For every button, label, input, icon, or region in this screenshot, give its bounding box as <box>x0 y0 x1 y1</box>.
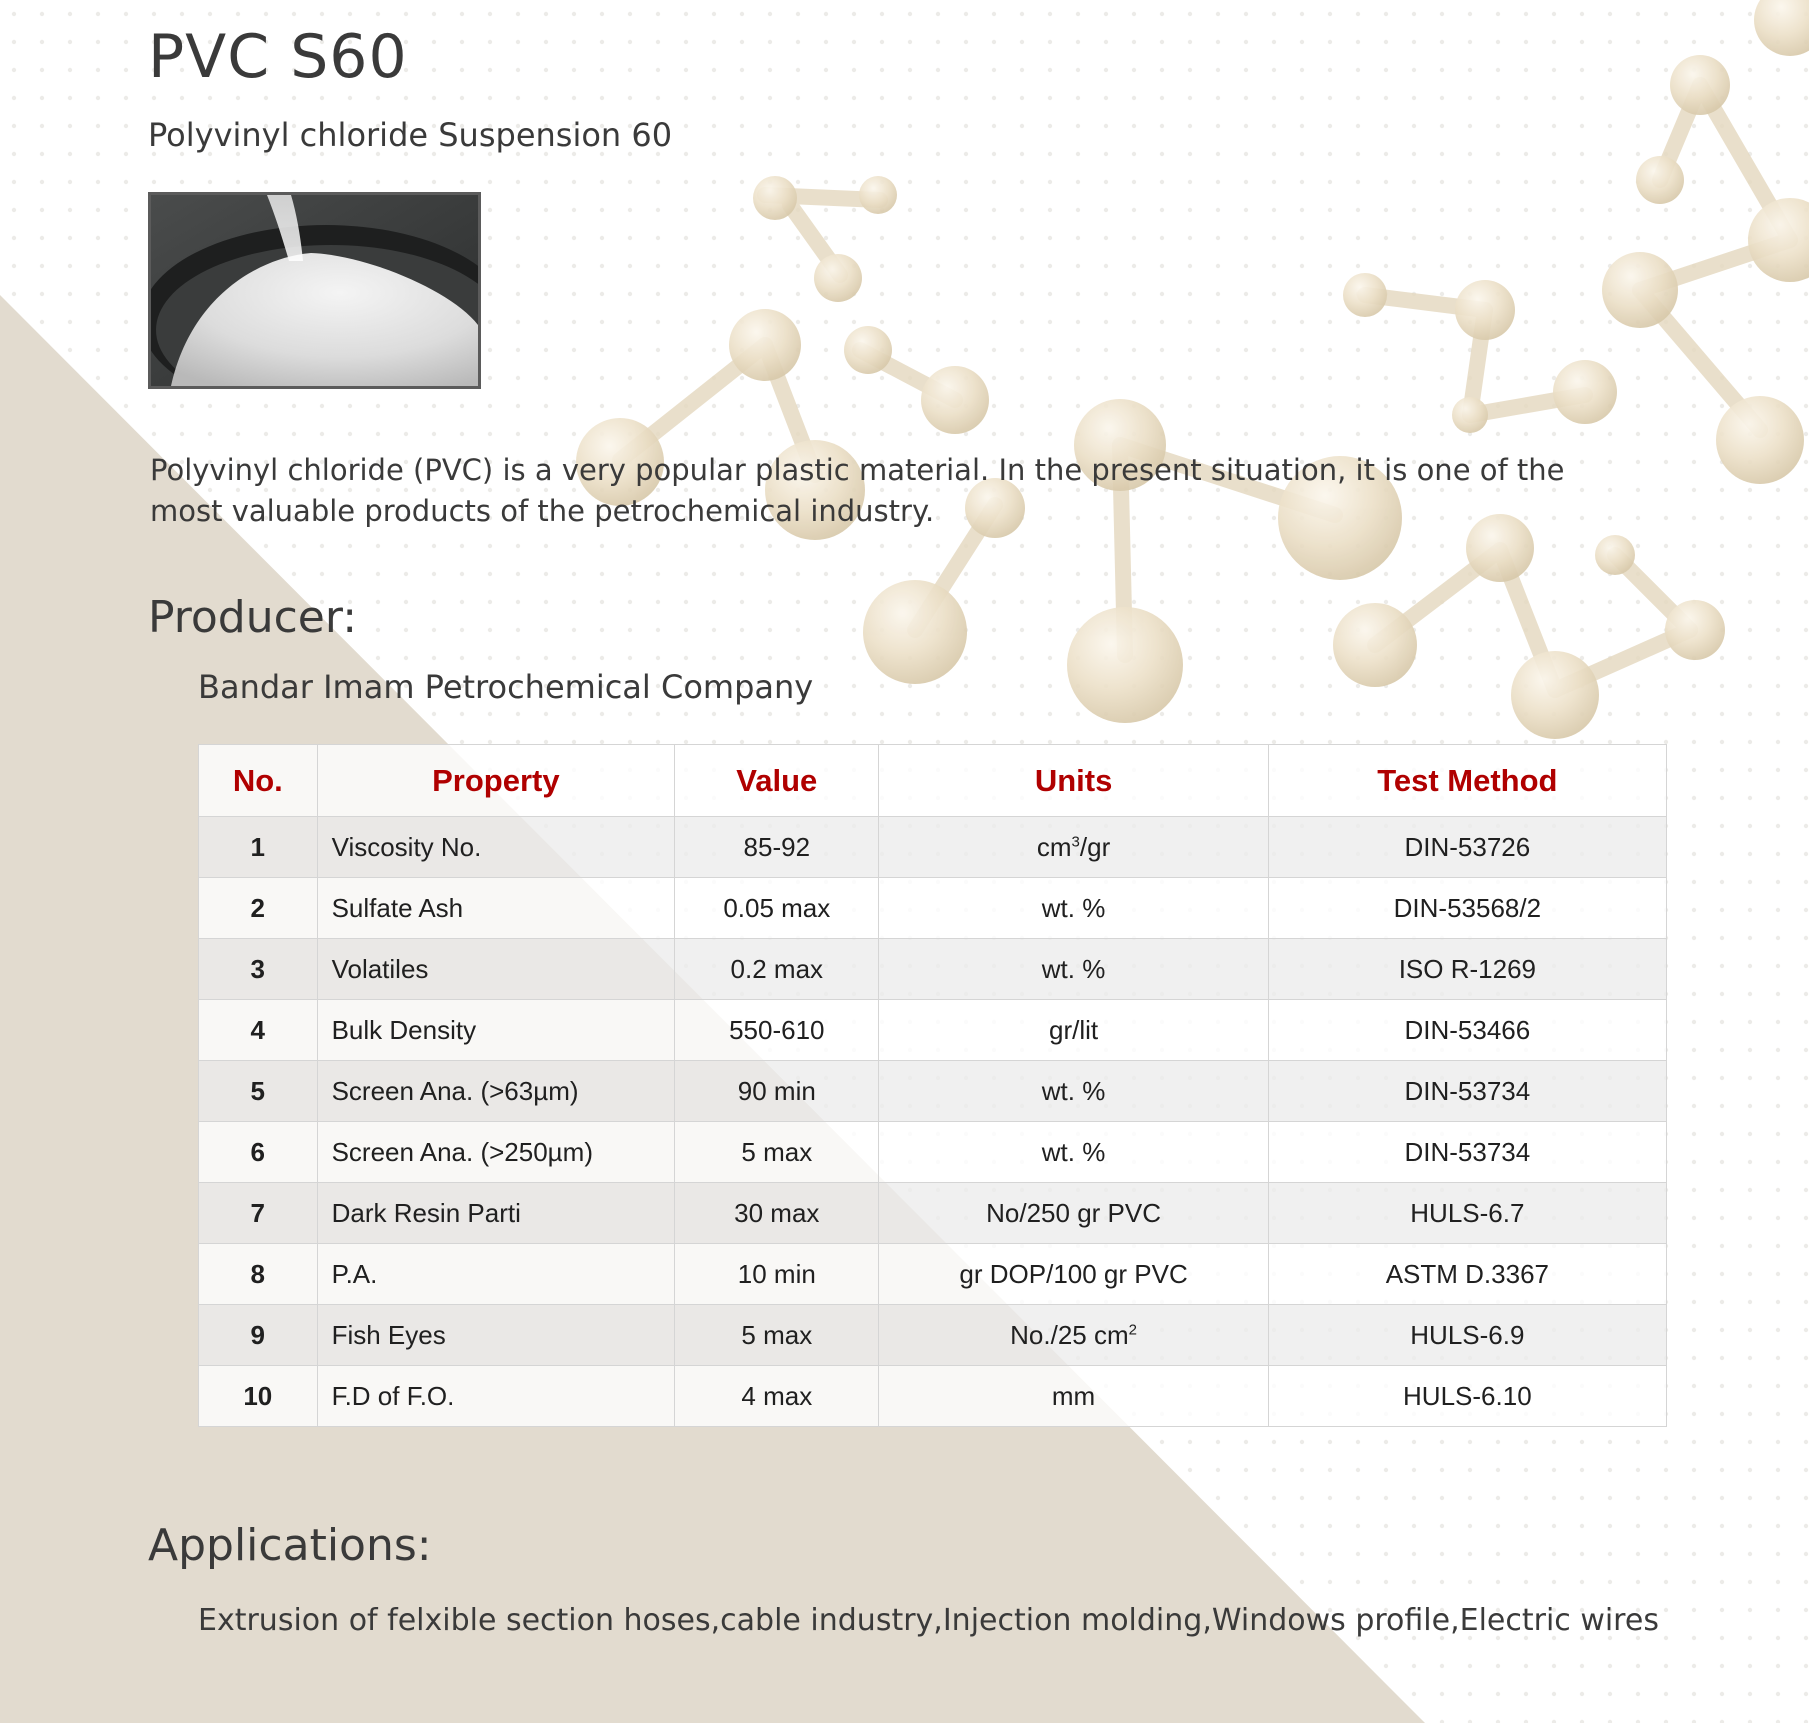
row-no: 6 <box>199 1122 318 1183</box>
row-units: wt. % <box>879 1122 1268 1183</box>
row-property: Fish Eyes <box>317 1305 675 1366</box>
row-value: 10 min <box>675 1244 879 1305</box>
header-no: No. <box>199 745 318 817</box>
row-units: wt. % <box>879 1061 1268 1122</box>
row-value: 5 max <box>675 1305 879 1366</box>
row-value: 5 max <box>675 1122 879 1183</box>
producer-name: Bandar Imam Petrochemical Company <box>198 668 814 706</box>
row-test-method: HULS-6.9 <box>1268 1305 1666 1366</box>
table-row <box>199 939 1667 1000</box>
table-row <box>199 1000 1667 1061</box>
header-test-method: Test Method <box>1268 745 1666 817</box>
row-units: gr/lit <box>879 1000 1268 1061</box>
row-test-method: HULS-6.7 <box>1268 1183 1666 1244</box>
table-row <box>199 878 1667 939</box>
row-value: 30 max <box>675 1183 879 1244</box>
row-property: F.D of F.O. <box>317 1366 675 1427</box>
table-row <box>199 1305 1667 1366</box>
row-no: 10 <box>199 1366 318 1427</box>
applications-heading: Applications: <box>148 1520 432 1571</box>
table-row <box>199 817 1667 878</box>
row-no: 2 <box>199 878 318 939</box>
producer-heading: Producer: <box>148 592 358 643</box>
units-base: cm <box>1036 831 1072 862</box>
row-test-method: DIN-53466 <box>1268 1000 1666 1061</box>
row-test-method: DIN-53734 <box>1268 1122 1666 1183</box>
units-superscript: 2 <box>1128 1320 1137 1338</box>
row-no: 5 <box>199 1061 318 1122</box>
row-units: gr DOP/100 gr PVC <box>879 1244 1268 1305</box>
table-header-row <box>199 745 1667 817</box>
page-title: PVC S60 <box>148 22 408 92</box>
row-no: 9 <box>199 1305 318 1366</box>
row-units: wt. % <box>879 878 1268 939</box>
row-no: 1 <box>199 817 318 878</box>
units-base: No./25 cm <box>1010 1319 1129 1350</box>
row-test-method: HULS-6.10 <box>1268 1366 1666 1427</box>
row-property: Dark Resin Parti <box>317 1183 675 1244</box>
row-property: Bulk Density <box>317 1000 675 1061</box>
units-superscript: 3 <box>1071 832 1080 850</box>
header-property: Property <box>317 745 675 817</box>
row-test-method: DIN-53734 <box>1268 1061 1666 1122</box>
row-property: Sulfate Ash <box>317 878 675 939</box>
applications-text: Extrusion of felxible section hoses,cable industry,Injection molding,Windows profile,Electric wires <box>198 1603 1659 1638</box>
row-units <box>879 817 1268 878</box>
row-test-method: DIN-53726 <box>1268 817 1666 878</box>
units-tail: /gr <box>1079 831 1111 862</box>
properties-table <box>198 744 1667 1427</box>
row-no: 8 <box>199 1244 318 1305</box>
row-no: 3 <box>199 939 318 1000</box>
row-property: Viscosity No. <box>317 817 675 878</box>
row-value: 550-610 <box>675 1000 879 1061</box>
row-test-method: DIN-53568/2 <box>1268 878 1666 939</box>
row-units: wt. % <box>879 939 1268 1000</box>
row-property: P.A. <box>317 1244 675 1305</box>
row-value: 4 max <box>675 1366 879 1427</box>
row-value: 90 min <box>675 1061 879 1122</box>
header-units: Units <box>879 745 1268 817</box>
row-units: mm <box>879 1366 1268 1427</box>
table-row <box>199 1122 1667 1183</box>
row-property: Volatiles <box>317 939 675 1000</box>
row-units <box>879 1305 1268 1366</box>
row-value: 0.05 max <box>675 878 879 939</box>
row-property: Screen Ana. (>63µm) <box>317 1061 675 1122</box>
row-test-method: ASTM D.3367 <box>1268 1244 1666 1305</box>
page-subtitle: Polyvinyl chloride Suspension 60 <box>148 116 673 154</box>
table-row <box>199 1366 1667 1427</box>
row-value: 0.2 max <box>675 939 879 1000</box>
table-row <box>199 1244 1667 1305</box>
table-row <box>199 1061 1667 1122</box>
table-row <box>199 1183 1667 1244</box>
intro-paragraph: Polyvinyl chloride (PVC) is a very popular plastic material. In the present situation, it is one of the most valuable products of the petrochemical industry. <box>150 453 1565 528</box>
header-value: Value <box>675 745 879 817</box>
row-no: 4 <box>199 1000 318 1061</box>
row-test-method: ISO R-1269 <box>1268 939 1666 1000</box>
row-no: 7 <box>199 1183 318 1244</box>
pvc-powder-photo <box>148 192 481 389</box>
row-property: Screen Ana. (>250µm) <box>317 1122 675 1183</box>
row-value: 85-92 <box>675 817 879 878</box>
row-units: No/250 gr PVC <box>879 1183 1268 1244</box>
